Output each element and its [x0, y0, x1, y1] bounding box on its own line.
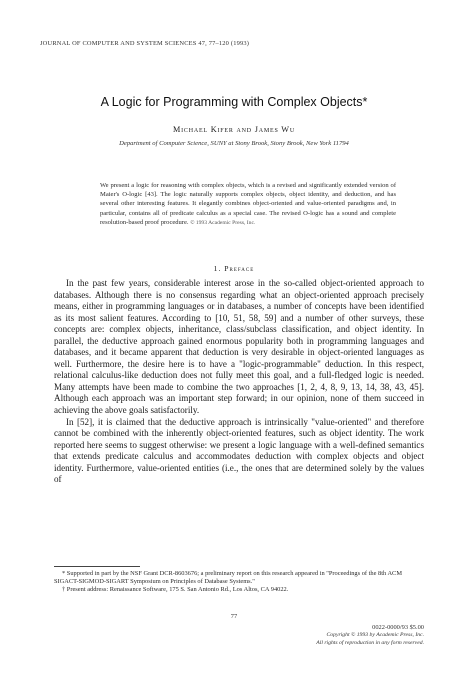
copyright-line: Copyright © 1993 by Academic Press, Inc.: [326, 631, 424, 638]
authors: Michael Kifer and James Wu: [173, 125, 295, 134]
paragraph: In [52], it is claimed that the deductive approach is intrinsically "value-oriented" and therefore cannot be combined with the inherently object-oriented features, such as object identity. The work reported here seems to suggest otherwise: we present a logic language with a well-defined semantics that extends predicate calculus and accommodates deduction with complex objects and object identity. Furthermore, value-oriented entities (i.e., the ones that are determined solely by the values of: [54, 416, 424, 485]
footnote: * Supported in part by the NSF Grant DCR-8603676; a preliminary report on this research appeared in "Proceedings of the 8th ACM SIGACT-SIGMOD-SIGART Symposium on Principles of Database Systems.": [54, 570, 403, 586]
issn-price: 0022-0000/93 $5.00: [372, 624, 424, 631]
section-title: Preface: [224, 264, 255, 273]
page-number: 77: [230, 613, 238, 620]
abstract-text: We present a logic for reasoning with complex objects, which is a revised and significantly extended version of Maier's O-logic [43]. The logic naturally supports complex objects, object identity, and deduction, and has several other interesting features. It elegantly combines object-oriented and value-oriented paradigms and, in particular, contains all of predicate calculus as a special case. The revised O-logic has a sound and complete resolution-based proof procedure.: [100, 182, 396, 226]
footnote: † Present address: Renaissance Software, 175 S. San Antonio Rd., Los Altos, CA 94022.: [62, 586, 289, 594]
abstract: [100, 181, 396, 228]
footnote-rule: [54, 566, 140, 567]
body-text: [54, 278, 424, 486]
footnotes: [54, 570, 424, 594]
abstract-copyright: © 1993 Academic Press, Inc.: [190, 219, 256, 226]
section-number: 1.: [213, 264, 222, 273]
paragraph: In the past few years, considerable interest arose in the so-called object-oriented approach to databases. Although there is no consensus regarding what an object-oriented approach precisely means, either in programming languages or in databases, a number of concepts have been identified as its most salient features. According to [10, 51, 58, 59] and a number of other surveys, these concepts are: complex objects, inheritance, class/subclass classification, and object identity. In parallel, the deductive approach gained enormous popularity both in programming languages and databases, and it became apparent that deduction is very desirable in object-oriented languages as well. Furthermore, the desire here is to have a "logic-programmable" deduction. In this respect, relational calculus-like deduction does not fully meet this goal, and a full-fledged logic is needed. Many attempts have been made to combine the two approaches [1, 2, 4, 8, 9, 13, 14, 38, 43, 45]. Although each approach was an important step forward; in our opinion, none of them succeed in achieving the above goals satisfactorily.: [54, 278, 424, 416]
paper-title: A Logic for Programming with Complex Objects*: [100, 95, 368, 109]
rights-line: All rights of reproduction in any form reserved.: [316, 639, 424, 646]
section-heading: [0, 264, 468, 273]
publication-info: [300, 624, 424, 647]
running-head: JOURNAL OF COMPUTER AND SYSTEM SCIENCES 47, 77–120 (1993): [40, 40, 250, 47]
affiliation: Department of Computer Science, SUNY at Stony Brook, Stony Brook, New York 11794: [119, 140, 349, 147]
